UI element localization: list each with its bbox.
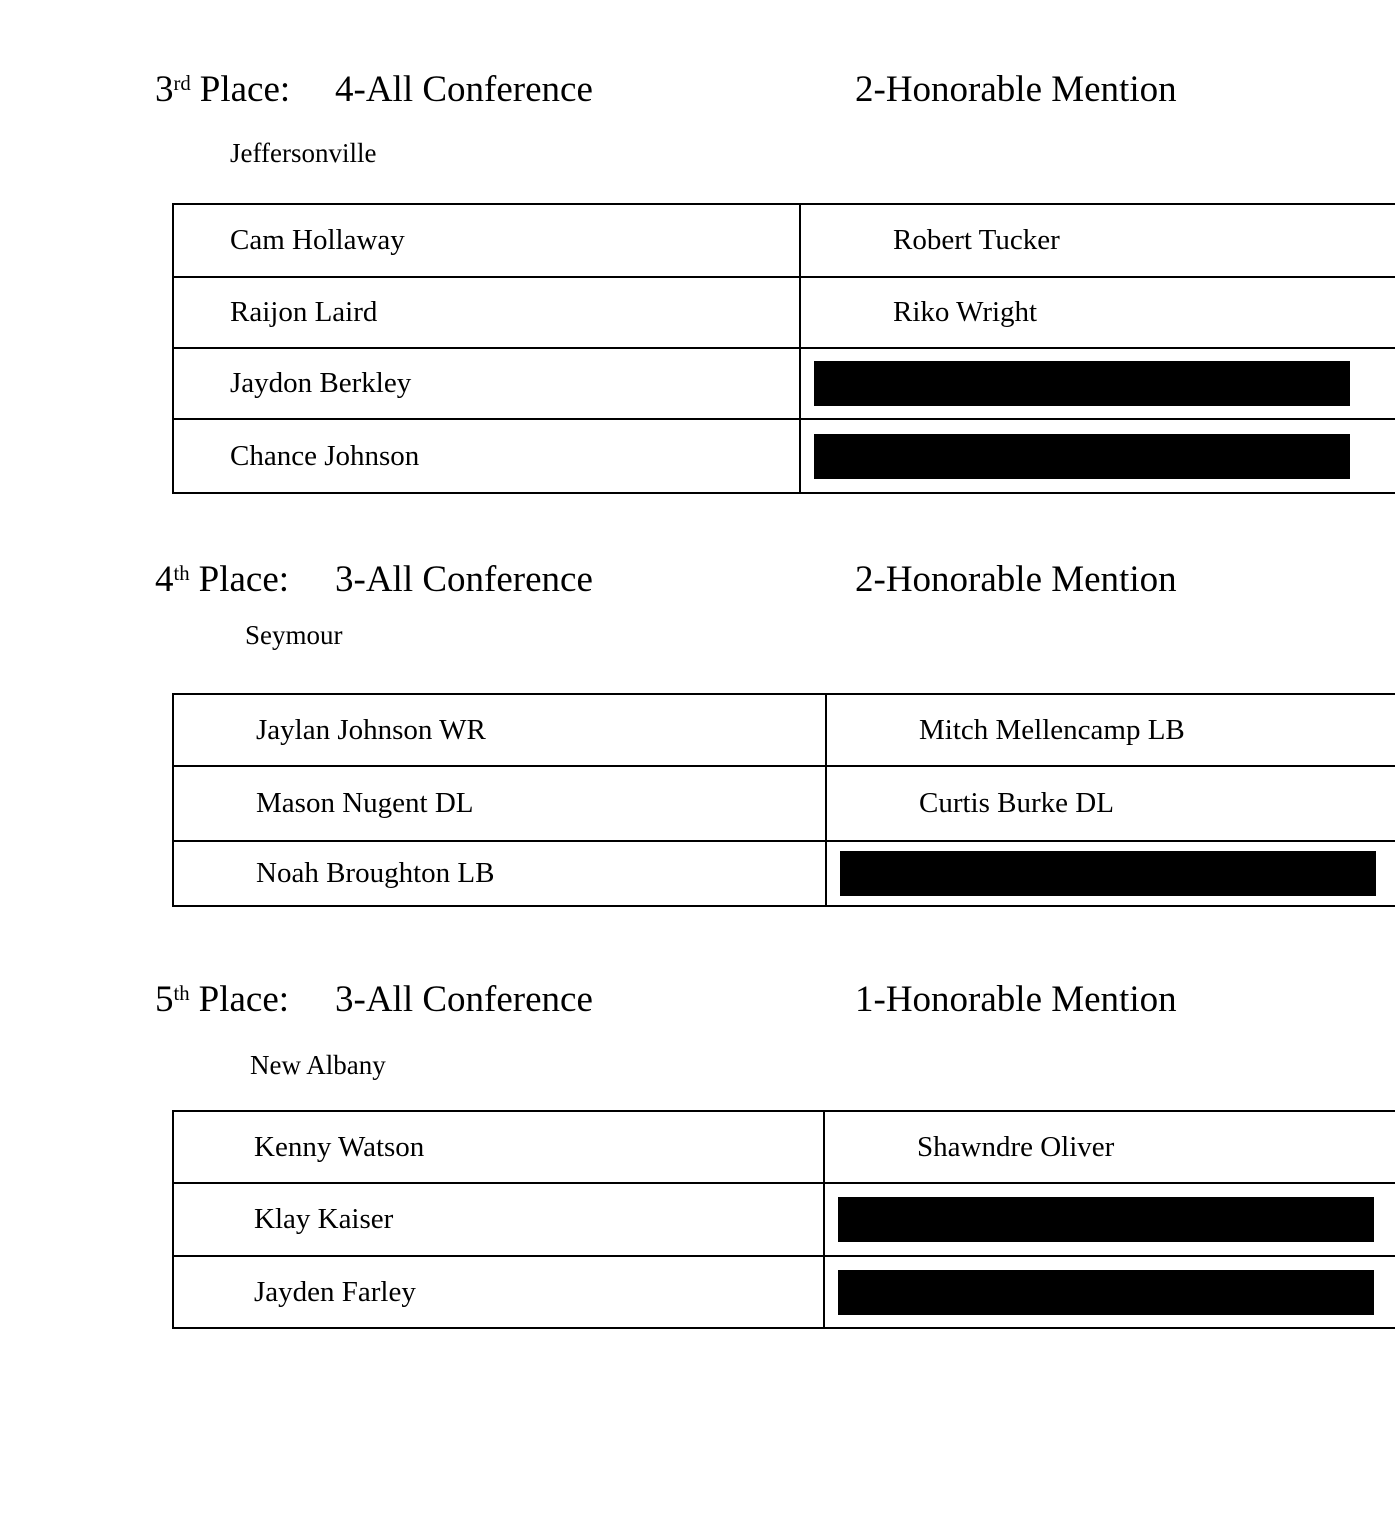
honorable-mention-cell — [800, 204, 1395, 277]
honorable-mention-cell — [800, 277, 1395, 348]
all-conference-count: 3-All Conference — [335, 559, 593, 600]
all-conference-player: Jaydon Berkley — [230, 367, 412, 399]
place-number: 5 — [155, 979, 174, 1020]
place-word: Place: — [198, 979, 290, 1020]
honorable-mention-cell — [824, 1256, 1395, 1328]
all-conference-count: 4-All Conference — [335, 69, 593, 110]
roster-table-3rd-place — [172, 203, 1395, 494]
all-conference-cell — [173, 1111, 824, 1183]
table-row — [173, 419, 1395, 493]
all-conference-count: 3-All Conference — [335, 979, 593, 1020]
place-word: Place: — [198, 559, 290, 600]
honorable-mention-cell — [800, 419, 1395, 493]
honorable-mention-cell — [800, 348, 1395, 419]
all-conference-cell — [173, 348, 800, 419]
all-conference-cell — [173, 419, 800, 493]
redaction-bar — [838, 1197, 1374, 1242]
honorable-mention-player: Robert Tucker — [893, 224, 1060, 256]
all-conference-cell — [173, 766, 826, 841]
place-number: 3 — [155, 69, 174, 110]
all-conference-player: Mason Nugent DL — [256, 787, 474, 819]
honorable-mention-player: Riko Wright — [893, 296, 1038, 328]
section-heading-4th-place — [155, 558, 1305, 606]
honorable-mention-count: 2-Honorable Mention — [855, 69, 1177, 110]
redaction-bar — [814, 361, 1350, 406]
table-row — [173, 204, 1395, 277]
honorable-mention-cell — [826, 841, 1395, 906]
all-conference-player: Jaylan Johnson WR — [256, 713, 486, 746]
place-title — [155, 68, 290, 112]
table-row — [173, 1256, 1395, 1328]
honorable-mention-count: 2-Honorable Mention — [855, 559, 1177, 600]
section-heading-5th-place — [155, 978, 1305, 1026]
all-conference-player: Jayden Farley — [254, 1275, 416, 1308]
section-heading-3rd-place — [155, 68, 1305, 116]
all-conference-cell — [173, 277, 800, 348]
table-row — [173, 1111, 1395, 1183]
honorable-mention-player: Shawndre Oliver — [917, 1130, 1115, 1163]
honorable-mention-cell — [826, 694, 1395, 766]
redaction-bar — [838, 1270, 1374, 1315]
table-row — [173, 277, 1395, 348]
all-conference-player: Kenny Watson — [254, 1130, 425, 1163]
redaction-bar — [840, 851, 1376, 896]
ordinal-suffix: rd — [173, 73, 191, 96]
all-conference-player: Cam Hollaway — [230, 224, 405, 256]
table-row — [173, 694, 1395, 766]
ordinal-suffix: th — [173, 983, 190, 1006]
all-conference-player: Klay Kaiser — [254, 1203, 394, 1235]
place-number: 4 — [155, 559, 174, 600]
honorable-mention-cell — [826, 766, 1395, 841]
all-conference-cell — [173, 204, 800, 277]
table-row — [173, 348, 1395, 419]
all-conference-player: Noah Broughton LB — [256, 857, 495, 889]
table-row — [173, 841, 1395, 906]
table-row — [173, 766, 1395, 841]
team-name-seymour: Seymour — [245, 620, 343, 650]
honorable-mention-player: Mitch Mellencamp LB — [919, 713, 1185, 746]
team-name-new-albany: New Albany — [250, 1050, 386, 1080]
honorable-mention-cell — [824, 1183, 1395, 1256]
place-title — [155, 558, 289, 602]
all-conference-cell — [173, 694, 826, 766]
all-conference-cell — [173, 1256, 824, 1328]
all-conference-player: Raijon Laird — [230, 296, 378, 328]
honorable-mention-cell — [824, 1111, 1395, 1183]
roster-table-5th-place — [172, 1110, 1395, 1329]
place-word: Place: — [199, 69, 291, 110]
place-title — [155, 978, 289, 1022]
all-conference-player: Chance Johnson — [230, 439, 420, 472]
redaction-bar — [814, 434, 1350, 479]
ordinal-suffix: th — [173, 563, 190, 586]
table-row — [173, 1183, 1395, 1256]
all-conference-cell — [173, 1183, 824, 1256]
all-conference-cell — [173, 841, 826, 906]
team-name-jeffersonville: Jeffersonville — [230, 138, 377, 168]
honorable-mention-player: Curtis Burke DL — [919, 787, 1114, 819]
roster-table-4th-place — [172, 693, 1395, 907]
honorable-mention-count: 1-Honorable Mention — [855, 979, 1177, 1020]
